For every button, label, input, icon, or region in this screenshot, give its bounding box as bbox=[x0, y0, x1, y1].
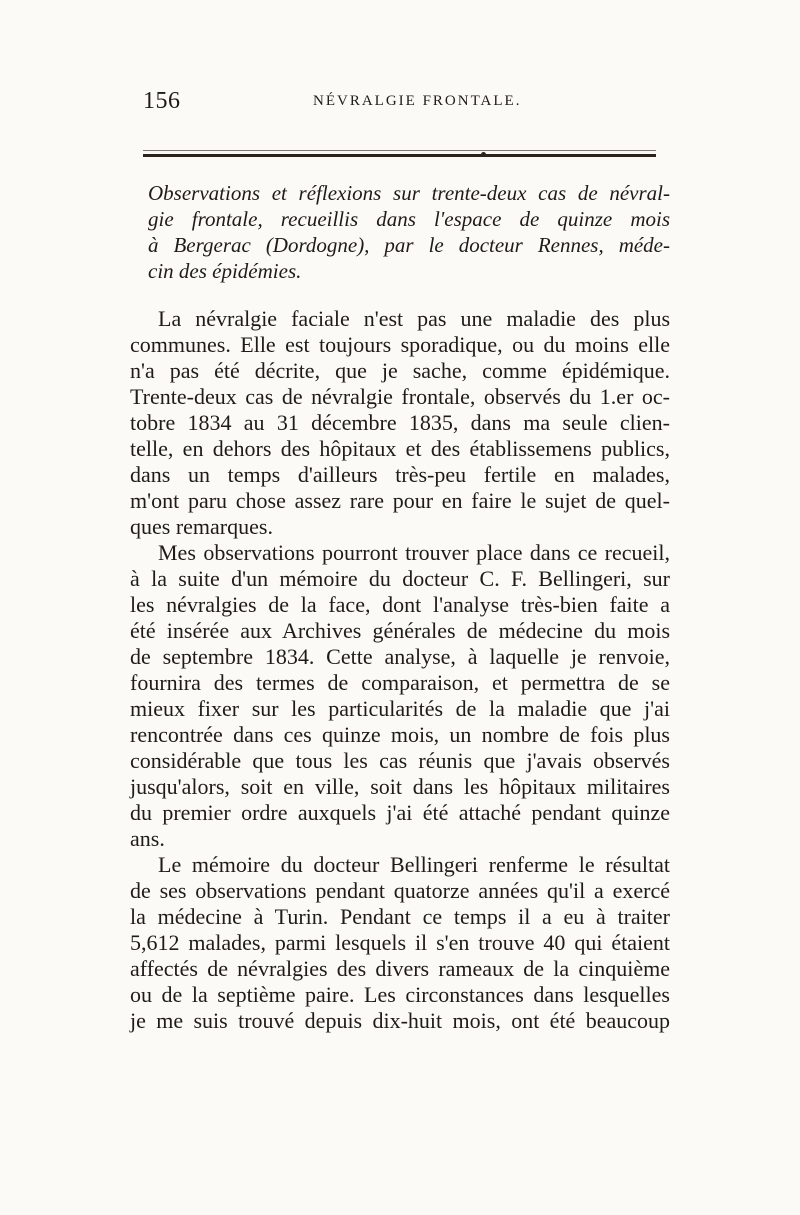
text-line: dans un temps d'ailleurs très-peu fertile en malades, bbox=[130, 462, 670, 487]
text-line: communes. Elle est toujours sporadique, ou du moins elle bbox=[130, 332, 670, 357]
text-line: les névralgies de la face, dont l'analyse très-bien faite a bbox=[130, 592, 670, 617]
rule-ornament bbox=[481, 152, 486, 157]
text-line: jusqu'alors, soit en ville, soit dans les hôpitaux militaires bbox=[130, 774, 670, 799]
text-line: considérable que tous les cas réunis que j'avais observés bbox=[130, 748, 670, 773]
text-line: mieux fixer sur les particularités de la maladie que j'ai bbox=[130, 696, 670, 721]
text-line: n'a pas été décrite, que je sache, comme épidémique. bbox=[130, 358, 670, 383]
text-line: Mes observations pourront trouver place dans ce recueil, bbox=[158, 540, 670, 565]
text-line: 5,612 malades, parmi lesquels il s'en trouve 40 qui étaient bbox=[130, 930, 670, 955]
text-line: ans. bbox=[130, 826, 165, 851]
text-line: tobre 1834 au 31 décembre 1835, dans ma seule clien- bbox=[130, 410, 670, 435]
paragraph-2 bbox=[130, 540, 670, 852]
title-line: Observations et réflexions sur trente-deux cas de névral- bbox=[148, 181, 670, 205]
text-line: telle, en dehors des hôpitaux et des établissemens publics, bbox=[130, 436, 670, 461]
text-line: fournira des termes de comparaison, et permettra de se bbox=[130, 670, 670, 695]
text-line: Le mémoire du docteur Bellingeri renferme le résultat bbox=[158, 852, 670, 877]
rule-thin-line bbox=[143, 150, 656, 151]
header-rule bbox=[143, 150, 656, 162]
rule-thick-line bbox=[143, 154, 656, 157]
title-line: cin des épidémies. bbox=[148, 259, 302, 283]
paragraph-3 bbox=[130, 852, 670, 1034]
text-line: rencontrée dans ces quinze mois, un nombre de fois plus bbox=[130, 722, 670, 747]
title-line: à Bergerac (Dordogne), par le docteur Rennes, méde- bbox=[148, 233, 670, 257]
text-line: Trente-deux cas de névralgie frontale, observés du 1.er oc- bbox=[130, 384, 670, 409]
text-line: m'ont paru chose assez rare pour en faire le sujet de quel- bbox=[130, 488, 670, 513]
text-line: été insérée aux Archives générales de médecine du mois bbox=[130, 618, 670, 643]
paragraph-1 bbox=[130, 306, 670, 540]
running-head: NÉVRALGIE FRONTALE. bbox=[313, 93, 522, 109]
text-line: ques remarques. bbox=[130, 514, 273, 539]
text-line: ou de la septième paire. Les circonstances dans lesquelles bbox=[130, 982, 670, 1007]
text-line: à la suite d'un mémoire du docteur C. F. Bellingeri, sur bbox=[130, 566, 670, 591]
title-line: gie frontale, recueillis dans l'espace de quinze mois bbox=[148, 207, 670, 231]
article-text bbox=[130, 180, 670, 1034]
text-line: du premier ordre auxquels j'ai été attaché pendant quinze bbox=[130, 800, 670, 825]
text-line: je me suis trouvé depuis dix-huit mois, ont été beaucoup bbox=[130, 1008, 670, 1033]
text-line: de septembre 1834. Cette analyse, à laquelle je renvoie, bbox=[130, 644, 670, 669]
text-line: affectés de névralgies des divers rameaux de la cinquième bbox=[130, 956, 670, 981]
text-line: de ses observations pendant quatorze années qu'il a exercé bbox=[130, 878, 670, 903]
text-line: la médecine à Turin. Pendant ce temps il a eu à traiter bbox=[130, 904, 670, 929]
page-number: 156 bbox=[143, 88, 181, 114]
text-line: La névralgie faciale n'est pas une maladie des plus bbox=[158, 306, 670, 331]
page-header bbox=[143, 88, 656, 118]
article-title bbox=[130, 180, 670, 284]
